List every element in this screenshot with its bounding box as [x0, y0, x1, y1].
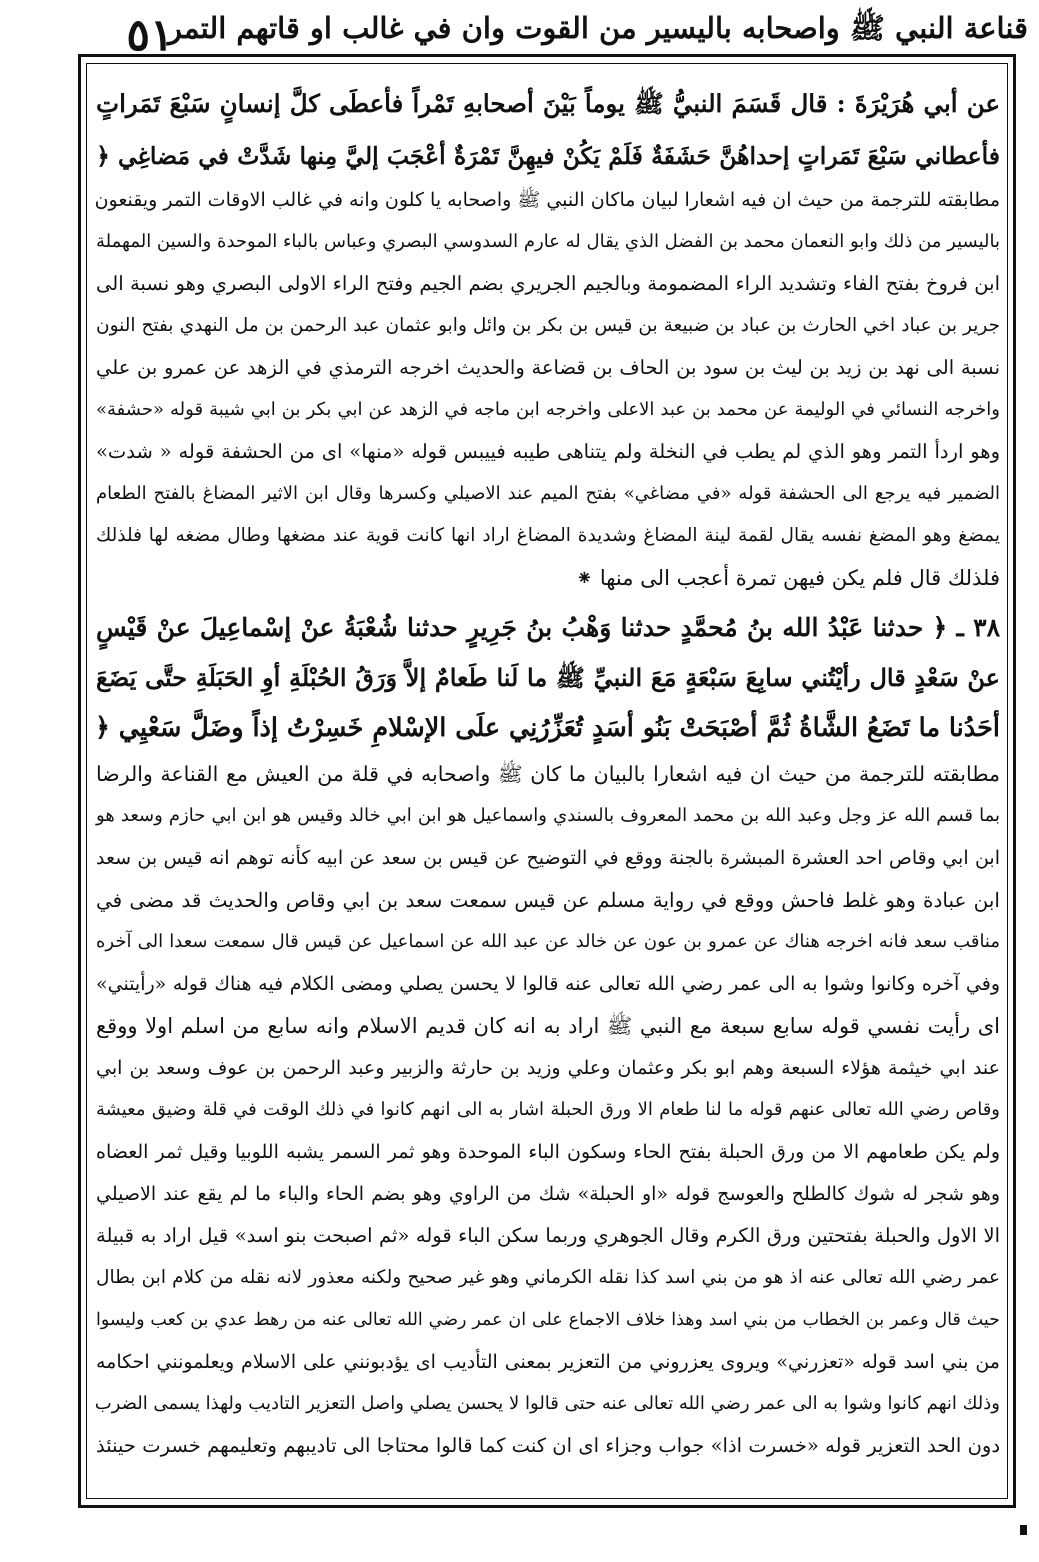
commentary-line: ولم يكن طعامهم الا من ورق الحبلة بفتح الحاء وسكون الباء الموحدة وهو ثمر السمر يشبه اللوبيا وقيل ثمر العضاه	[96, 1141, 1000, 1163]
scan-edge-mark	[1020, 1525, 1027, 1535]
commentary-line: مناقب سعد فانه اخرجه هناك عن عمرو بن عون عن خالد عن عبد الله عن اسماعيل عن قيس قال سمعت سعدا الى آخره	[96, 931, 1000, 952]
commentary-line: واخرجه النسائي في الوليمة عن محمد بن عبد الاعلى واخرجه ابن ماجه في الزهد عن ابي بكر بن ابي شيبة قوله «حشفة»	[96, 399, 1000, 420]
commentary-line: بما قسم الله عز وجل وعبد الله بن محمد المعروف بالسندي واسماعيل هو ابن ابي خالد وقيس هو ابن ابي حازم وسعد هو	[96, 805, 1000, 826]
commentary-line: وهو اردأ التمر وهو الذي لم يطب في النخلة ولم يتناهى طيبه فييبس قوله «منها» اى من الحشفة قوله « شدت»	[96, 440, 1000, 463]
commentary-line: وذلك انهم كانوا وشوا به الى عمر رضي الله تعالى عنه حتى قالوا لا يحسن يصلي واصل التعزير التاديب ولهذا يسمى الضرب	[94, 1393, 1000, 1414]
hadith-line: فأعطاني سَبْعَ تَمَراتٍ إحداهُنَّ حَشَفَةٌ فَلَمْ يَكُنْ فيهِنَّ تَمْرَةٌ أعْجَبَ إليَّ مِنها شَدَّتْ في مَضاغِي ﴿	[96, 142, 1000, 170]
commentary-line: مطابقته للترجمة من حيث ان فيه اشعارا بالبيان ما كان ﷺ واصحابه في قلة من العيش مع القناعة والرضا	[96, 762, 1000, 786]
page-number: ٥١	[126, 10, 174, 61]
commentary-line: ابن عبادة وهو غلط فاحش ووقع في رواية مسلم عن قيس سمعت سعد بن ابي وقاص والحديث قد مضى في	[96, 888, 1000, 912]
commentary-line: عمر رضي الله تعالى عنه اذ هو من بني اسد كذا نقله الكرماني وهو غير صحيح ولكنه معذور لانه نقله من كلام ابن بطال	[96, 1267, 1000, 1288]
commentary-line: دون الحد التعزير قوله «خسرت اذا» جواب وجزاء اى ان كنت كما قالوا محتاجا الى تاديبهم وتعليمهم خسرت حينئذ	[96, 1434, 1000, 1457]
commentary-line: ابن ابي وقاص احد العشرة المبشرة بالجنة ووقع في التوضيح عن قيس بن سعد عن ابيه كأنه توهم انه قيس بن سعد	[96, 847, 1000, 869]
commentary-line: نسبة الى نهد بن زيد بن ليث بن سود بن الحاف بن قضاعة والحديث اخرجه الترمذي في الزهد عن عمرو بن علي	[96, 356, 1000, 379]
commentary-line: ابن فروخ بفتح الفاء وتشديد الراء المضمومة وبالجيم الجريري بضم الجيم وفتح الراء الاولى البصري وهو نسبة الى	[96, 272, 1000, 295]
commentary-line: مطابقته للترجمة من حيث ان فيه اشعارا لبيان ماكان النبي ﷺ واصحابه يا كلون وانه في غالب الاوقات التمر ويقنعون	[94, 189, 1000, 211]
commentary-line: وقاص رضي الله تعالى عنهم قوله ما لنا طعام الا ورق الحبلة اشار به الى انهم كانوا في ذلك الوقت في قلة وضيق معيشة	[96, 1099, 1000, 1120]
hadith-line: ٣٨ ـ ﴿ حدثنا عَبْدُ الله بنُ مُحمَّدٍ حدثنا وَهْبُ بنُ جَرِيرٍ حدثنا شُعْبَةُ عنْ إسْماعِيلَ عنْ قَيْسٍ	[96, 613, 1000, 642]
commentary-line: باليسير من ذلك وابو النعمان محمد بن الفضل الذي يقال له عارم السدوسي البصري وعباس بالباء الموحدة والسين المهملة	[96, 231, 1000, 252]
hadith-line: عن أبي هُرَيْرَةَ : قال قَسَمَ النبيُّ ﷺ يوماً بَيْنَ أصحابهِ تَمْراً فأعطَى كلَّ إنسانٍ سَبْعَ تَمَراتٍ	[96, 89, 1000, 118]
commentary-line: يمضغ وهو المضغ نفسه يقال لقمة لينة المضاغ وشديدة المضاغ اراد انها كانت قوية عند مضغها وطال مضغه لها فلذلك	[96, 525, 1000, 546]
commentary-line: وهو شجر له شوك كالطلح والعوسج قوله «او الحبلة» شك من الراوي وهو بضم الحاء والباء ما لم يقع عند الاصيلي	[96, 1183, 1000, 1205]
commentary-line: وفي آخره وكانوا وشوا به الى عمر رضي الله تعالى عنه قالوا لا يحسن يصلي ومضى الكلام فيه هناك قوله «رأيتني»	[96, 973, 1000, 995]
hadith-line: أحَدُنا ما تَضَعُ الشَّاةُ ثُمَّ أصْبَحَتْ بَنُو أسَدٍ تُعَزِّرُنِي علَى الإسْلامِ خَسِرْتُ إذاً وضَلَّ سَعْيِي ﴿	[94, 713, 1000, 743]
commentary-line: الضمير فيه يرجع الى الحشفة قوله «في مضاغي» بفتح الميم عند الاصيلي وكسرها وقال ابن الاثير المضاغ بالفتح الطعام	[96, 483, 1000, 504]
commentary-line: جرير بن عباد اخي الحارث بن عباد بن ضبيعة بن قيس بن بكر بن وائل وابو عثمان عبد الرحمن بن مل النهدي بفتح النون	[96, 315, 1000, 336]
commentary-line: حيث قال وعمر بن الخطاب من بني اسد وهذا خلاف الاجماع على ان عمر رضي الله تعالى عنه من رهط عدي بن كعب وليسوا	[96, 1310, 1000, 1330]
commentary-line: من بني اسد قوله «تعزرني» ويروى يعزروني من التعزير بمعنى التأديب اى يؤدبونني على الاسلام ويعلمونني احكامه	[96, 1351, 1000, 1373]
commentary-line: اى رأيت نفسي قوله سابع سبعة مع النبي ﷺ اراد به انه كان قديم الاسلام وانه سابع من اسلم اولا ووقع	[96, 1014, 1000, 1038]
commentary-line: فلذلك قال فلم يكن فيهن تمرة أعجب الى منها ⁕	[575, 566, 1000, 590]
hadith-line: عنْ سَعْدٍ قال رأيْتُني سابِعَ سَبْعَةٍ مَعَ النبيِّ ﷺ ما لَنا طَعامٌ إلاَّ وَرَقُ الحُبْلَةِ أوِ الحَبَلَةِ حتَّى يَضَعَ	[96, 663, 1000, 692]
commentary-line: عند ابي خيثمة هؤلاء السبعة وهم ابو بكر وعثمان وعلي وزيد بن حارثة والزبير وعبد الرحمن بن عوف وسعد بن ابي	[96, 1057, 1000, 1079]
running-title: قناعة النبي ﷺ واصحابه باليسير من القوت وان في غالب او قاتهم التمر	[167, 11, 1028, 45]
commentary-line: الا الاول والحبلة بفتحتين ورق الكرم وقال الجوهري وربما سكن الباء قوله «ثم اصبحت بنو اسد» قيل اراد به قبيلة	[96, 1224, 1000, 1247]
